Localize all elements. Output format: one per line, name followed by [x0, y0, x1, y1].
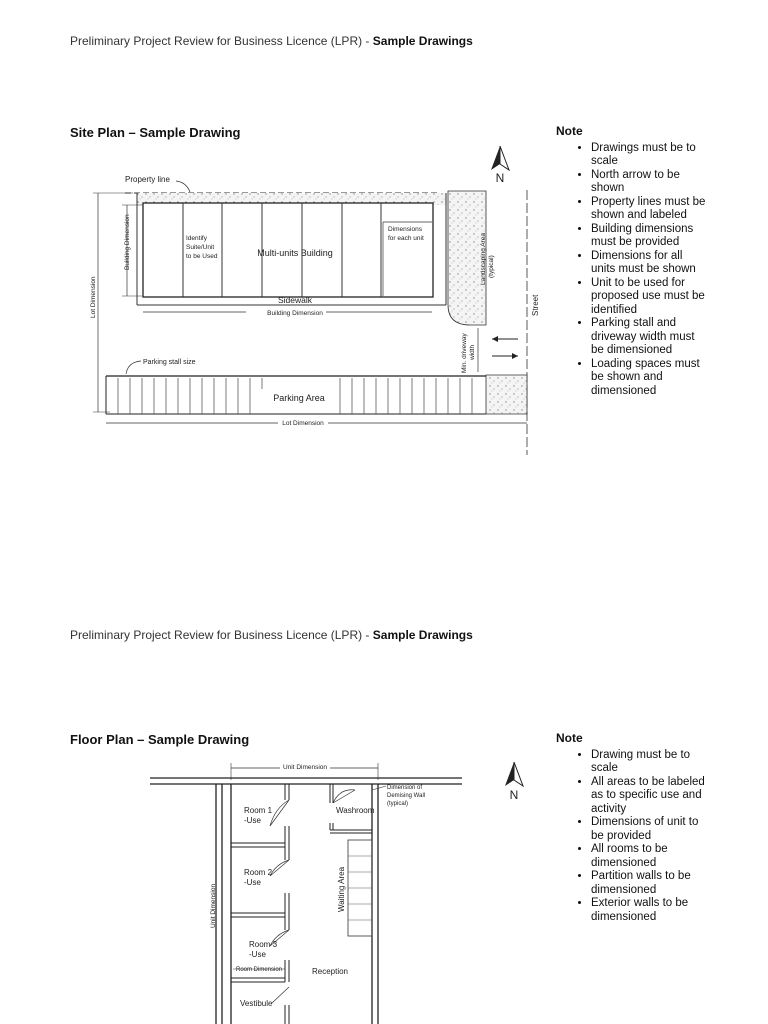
note-item: • Dimensions of unit to be provided: [591, 816, 706, 843]
note-item: • All areas to be labeled as to specific use and activity: [591, 776, 706, 817]
page1-header-text: Preliminary Project Review for Business Licence (LPR) -: [70, 34, 373, 48]
note-item: • Property lines must be shown and labeled: [591, 196, 706, 223]
building-dimension-label: Building Dimension: [124, 214, 131, 270]
note-item: • Drawings must be to scale: [591, 142, 706, 169]
sidewalk-label: Sidewalk: [277, 295, 313, 305]
room-dimension-label: Room Dimension: [236, 967, 283, 973]
waiting-area-label: Waiting Area: [337, 866, 346, 912]
note-item: • Drawing must be to scale: [591, 749, 706, 776]
note-item: • Unit to be used for proposed use must be identified: [591, 277, 706, 318]
note-item: • North arrow to be shown: [591, 169, 706, 196]
driveway-label: width: [469, 344, 476, 360]
building-label: Multi-units Building: [257, 248, 333, 258]
washroom-label: Washroom: [336, 806, 375, 815]
room3-label: -Use: [249, 950, 266, 959]
parking-stall-label: Parking stall size: [143, 359, 196, 366]
north-arrow-icon: [505, 762, 523, 802]
room1-label: Room 1: [244, 806, 273, 815]
property-line-label: Property line: [125, 175, 170, 184]
north-label: N: [495, 171, 505, 185]
demising-label: Demising Wall: [387, 793, 426, 799]
unit-dimension-label: Unit Dimension: [282, 764, 328, 771]
room1-label: -Use: [244, 816, 261, 825]
demising-label: Dimension of: [387, 785, 423, 791]
room3-label: Room 3: [249, 940, 278, 949]
reception-label: Reception: [311, 967, 349, 976]
site-plan-title: Site Plan – Sample Drawing: [70, 125, 241, 140]
note-item: • Loading spaces must be shown and dimensioned: [591, 358, 706, 399]
driveway-label: Min. driveway: [461, 333, 468, 373]
note-item: • Parking stall and driveway width must be dimensioned: [591, 317, 706, 358]
unit-dims-label: Dimensions: [388, 226, 422, 233]
floor-plan-title: Floor Plan – Sample Drawing: [70, 732, 250, 747]
demising-label: (typical): [387, 801, 409, 807]
note-title: Note: [556, 124, 583, 138]
lot-dimension-bottom-label: Lot Dimension: [282, 420, 324, 427]
note-item: • Building dimensions must be provided: [591, 223, 706, 250]
vestibule-label: Vestibule: [240, 999, 273, 1008]
room2-label: -Use: [244, 878, 261, 887]
unit-dims-label: for each unit: [388, 235, 424, 242]
street-label: Street: [531, 294, 540, 316]
room2-label: Room 2: [244, 868, 273, 877]
identify-unit-label: to be Used: [186, 253, 218, 260]
landscaping-label: (typical): [488, 255, 495, 278]
lot-dimension-side-label: Lot Dimension: [90, 276, 97, 318]
note-item: • All rooms to be dimensioned: [591, 843, 706, 870]
unit-dimension-side-label: Unit Dimension: [210, 883, 217, 928]
page2-header-bold: Sample Drawings: [372, 628, 473, 642]
note-item: • Dimensions for all units must be shown: [591, 250, 706, 277]
identify-unit-label: Identify: [186, 235, 207, 242]
note-item: • Exterior walls to be dimensioned: [591, 897, 706, 924]
landscaping-label: Landscaping Area: [480, 232, 487, 285]
page2-header-text: Preliminary Project Review for Business Licence (LPR) -: [70, 628, 373, 642]
identify-unit-label: Suite/Unit: [186, 244, 215, 251]
north-label: N: [509, 788, 519, 802]
parking-area-label: Parking Area: [273, 393, 325, 403]
note-title: Note: [556, 731, 583, 745]
note-item: • Partition walls to be dimensioned: [591, 870, 706, 897]
page1-header-bold: Sample Drawings: [372, 34, 473, 48]
building-dimension-bottom-label: Building Dimension: [267, 310, 323, 317]
